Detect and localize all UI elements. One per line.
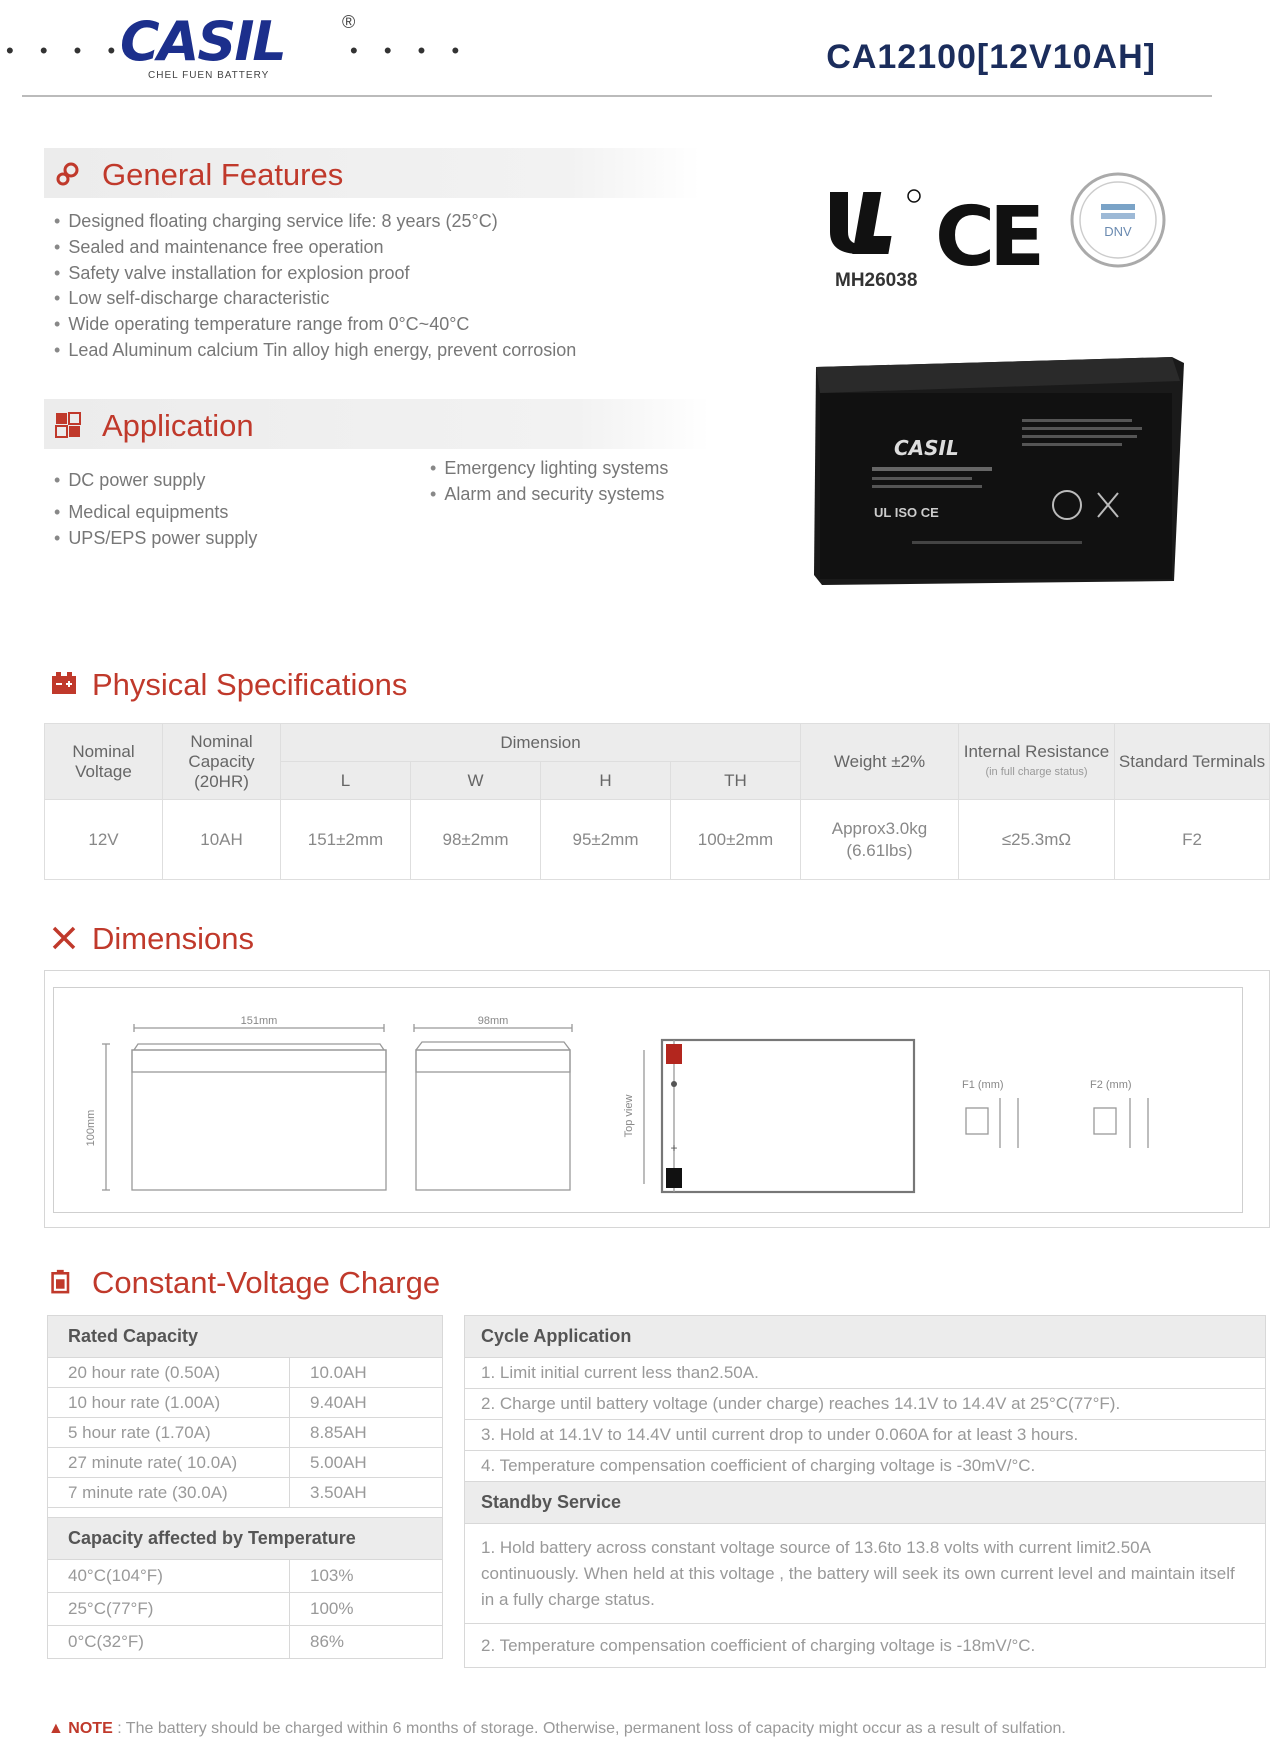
- col-resistance: [959, 724, 1115, 800]
- section-title: Dimensions: [92, 921, 254, 956]
- height-label: 100mm: [85, 1109, 97, 1147]
- dimensions-heading: [40, 912, 440, 962]
- cell-weight: Approx3.0kg (6.61lbs): [801, 800, 959, 880]
- table-row: [48, 1388, 443, 1418]
- cell-percent: 86%: [290, 1626, 443, 1659]
- cycle-step: 1. Limit initial current less than2.50A.: [465, 1358, 1266, 1389]
- top-view-label: Top view: [623, 1094, 635, 1138]
- application-heading: [44, 399, 710, 449]
- charge-heading: [40, 1256, 560, 1306]
- cell-percent: 103%: [290, 1560, 443, 1593]
- standby-step: 2. Temperature compensation coefficient of charging voltage is -18mV/°C.: [465, 1624, 1266, 1668]
- cell-rate: 20 hour rate (0.50A): [48, 1358, 290, 1388]
- col-resistance-label: Internal Resistance: [963, 741, 1110, 761]
- model-title: CA12100[12V10AH]: [826, 38, 1156, 76]
- dimension-drawing-frame: [44, 970, 1270, 1228]
- cell-capacity: 9.40AH: [290, 1388, 443, 1418]
- list-item: • Low self-discharge characteristic: [54, 286, 576, 312]
- col-length: L: [281, 762, 411, 800]
- decorative-dots: • • • •: [350, 38, 470, 63]
- table-row: [48, 1448, 443, 1478]
- temperature-capacity-title: Capacity affected by Temperature: [48, 1518, 443, 1560]
- col-dimension: Dimension: [281, 724, 801, 762]
- cell-total-height: 100±2mm: [671, 800, 801, 880]
- application-list-right: [430, 456, 668, 508]
- physical-specs-heading: [40, 658, 540, 708]
- table-row: [465, 1358, 1266, 1389]
- storage-note: [48, 1720, 1066, 1738]
- general-features-list: [54, 209, 576, 364]
- list-item: • Designed floating charging service life: 8 years (25°C): [54, 209, 576, 235]
- table-row: [465, 1524, 1266, 1624]
- section-title: General Features: [102, 157, 344, 192]
- cross-icon: [50, 924, 78, 952]
- gears-icon: [54, 160, 82, 188]
- cell-capacity: 5.00AH: [290, 1448, 443, 1478]
- general-features-heading: [44, 148, 700, 198]
- table-row: [48, 1478, 443, 1508]
- standby-step: 1. Hold battery across constant voltage source of 13.6to 13.8 volts with current limit2.50A continuously. When held at this voltage , the battery will seek its own current level and maintain itself in a fully charge status.: [465, 1524, 1266, 1624]
- list-item: • Lead Aluminum calcium Tin alloy high energy, prevent corrosion: [54, 338, 576, 364]
- col-width: W: [411, 762, 541, 800]
- table-row: [465, 1624, 1266, 1668]
- dimension-drawing: [53, 987, 1243, 1213]
- battery-product-image: [812, 345, 1184, 585]
- ul-file-number: MH26038: [835, 270, 918, 291]
- grid-icon: [54, 411, 82, 439]
- cell-rate: 7 minute rate (30.0A): [48, 1478, 290, 1508]
- table-row: [45, 800, 1270, 880]
- f2-label: F2 (mm): [1090, 1079, 1132, 1091]
- cycle-step: 4. Temperature compensation coefficient of charging voltage is -30mV/°C.: [465, 1451, 1266, 1482]
- table-row: [48, 1560, 443, 1593]
- table-row: [48, 1626, 443, 1659]
- col-capacity: Nominal Capacity (20HR): [163, 724, 281, 800]
- cell-capacity: 10AH: [163, 800, 281, 880]
- rated-capacity-title: Rated Capacity: [48, 1316, 443, 1358]
- ce-mark: CE: [935, 190, 1040, 285]
- cell-terminals: F2: [1115, 800, 1270, 880]
- dnv-seal-icon: [1068, 170, 1168, 270]
- cell-height: 95±2mm: [541, 800, 671, 880]
- col-weight: Weight ±2%: [801, 724, 959, 800]
- list-item: • Alarm and security systems: [430, 482, 668, 508]
- battery-pack-icon: [50, 670, 78, 698]
- list-item: • Wide operating temperature range from 0°C~40°C: [54, 312, 576, 338]
- warning-icon: ▲: [48, 1720, 64, 1737]
- battery-charge-icon: [50, 1264, 74, 1298]
- registered-mark: ®: [342, 12, 356, 32]
- cycle-standby-table: [464, 1315, 1266, 1668]
- cell-temperature: 0°C(32°F): [48, 1626, 290, 1659]
- decorative-dots: • • • •: [6, 38, 126, 63]
- list-item: • Emergency lighting systems: [430, 456, 668, 482]
- table-row: [48, 1418, 443, 1448]
- cell-width: 98±2mm: [411, 800, 541, 880]
- col-height: H: [541, 762, 671, 800]
- cell-capacity: 8.85AH: [290, 1418, 443, 1448]
- col-voltage: Nominal Voltage: [45, 724, 163, 800]
- col-total-height: TH: [671, 762, 801, 800]
- list-item: • Medical equipments: [54, 496, 257, 528]
- section-title: Constant-Voltage Charge: [92, 1265, 441, 1300]
- cycle-step: 3. Hold at 14.1V to 14.4V until current drop to under 0.060A for at least 3 hours.: [465, 1420, 1266, 1451]
- col-terminals: Standard Terminals: [1115, 724, 1270, 800]
- note-text: : The battery should be charged within 6 months of storage. Otherwise, permanent loss of capacity might occur as a result of sulfation.: [117, 1720, 1066, 1737]
- cycle-application-title: Cycle Application: [465, 1316, 1266, 1358]
- front-width-label: 151mm: [240, 1015, 278, 1027]
- table-row: [465, 1451, 1266, 1482]
- table-row: [465, 1420, 1266, 1451]
- svg-text:UL ISO CE: UL ISO CE: [874, 505, 939, 520]
- cell-rate: 10 hour rate (1.00A): [48, 1388, 290, 1418]
- standby-service-title: Standby Service: [465, 1482, 1266, 1524]
- page-header: [0, 0, 1280, 100]
- cell-length: 151±2mm: [281, 800, 411, 880]
- section-title: Application: [102, 408, 254, 443]
- list-item: • Sealed and maintenance free operation: [54, 235, 576, 261]
- cell-rate: 27 minute rate( 10.0A): [48, 1448, 290, 1478]
- svg-text:CASIL: CASIL: [894, 436, 959, 460]
- cell-rate: 5 hour rate (1.70A): [48, 1418, 290, 1448]
- table-row: [465, 1389, 1266, 1420]
- cell-voltage: 12V: [45, 800, 163, 880]
- brand-logo: [120, 10, 356, 85]
- cell-resistance: ≤25.3mΩ: [959, 800, 1115, 880]
- header-divider: [22, 95, 1212, 97]
- cell-temperature: 40°C(104°F): [48, 1560, 290, 1593]
- table-row: [48, 1593, 443, 1626]
- side-width-label: 98mm: [477, 1015, 509, 1027]
- list-item: • Safety valve installation for explosion proof: [54, 261, 576, 287]
- cell-capacity: 10.0AH: [290, 1358, 443, 1388]
- list-item: • DC power supply: [54, 464, 257, 496]
- table-row: [48, 1358, 443, 1388]
- dimension-drawing-lines: [54, 988, 1244, 1214]
- note-label: NOTE: [68, 1720, 113, 1737]
- svg-text:+: +: [670, 1141, 678, 1155]
- cell-capacity: 3.50AH: [290, 1478, 443, 1508]
- physical-specs-table: [44, 723, 1270, 880]
- rated-capacity-table: [47, 1315, 443, 1659]
- cell-temperature: 25°C(77°F): [48, 1593, 290, 1626]
- cycle-step: 2. Charge until battery voltage (under charge) reaches 14.1V to 14.4V at 25°C(77°F).: [465, 1389, 1266, 1420]
- brand-tagline: CHEL FUEN BATTERY: [148, 70, 270, 81]
- list-item: • UPS/EPS power supply: [54, 522, 257, 554]
- ul-recognized-icon: [822, 188, 922, 258]
- brand-wordmark: CASIL: [120, 10, 285, 73]
- application-list-left: [54, 464, 257, 554]
- cell-percent: 100%: [290, 1593, 443, 1626]
- col-resistance-note: (in full charge status): [985, 765, 1088, 778]
- dnv-label: DNV: [1104, 224, 1132, 239]
- section-title: Physical Specifications: [92, 667, 408, 702]
- f1-label: F1 (mm): [962, 1079, 1004, 1091]
